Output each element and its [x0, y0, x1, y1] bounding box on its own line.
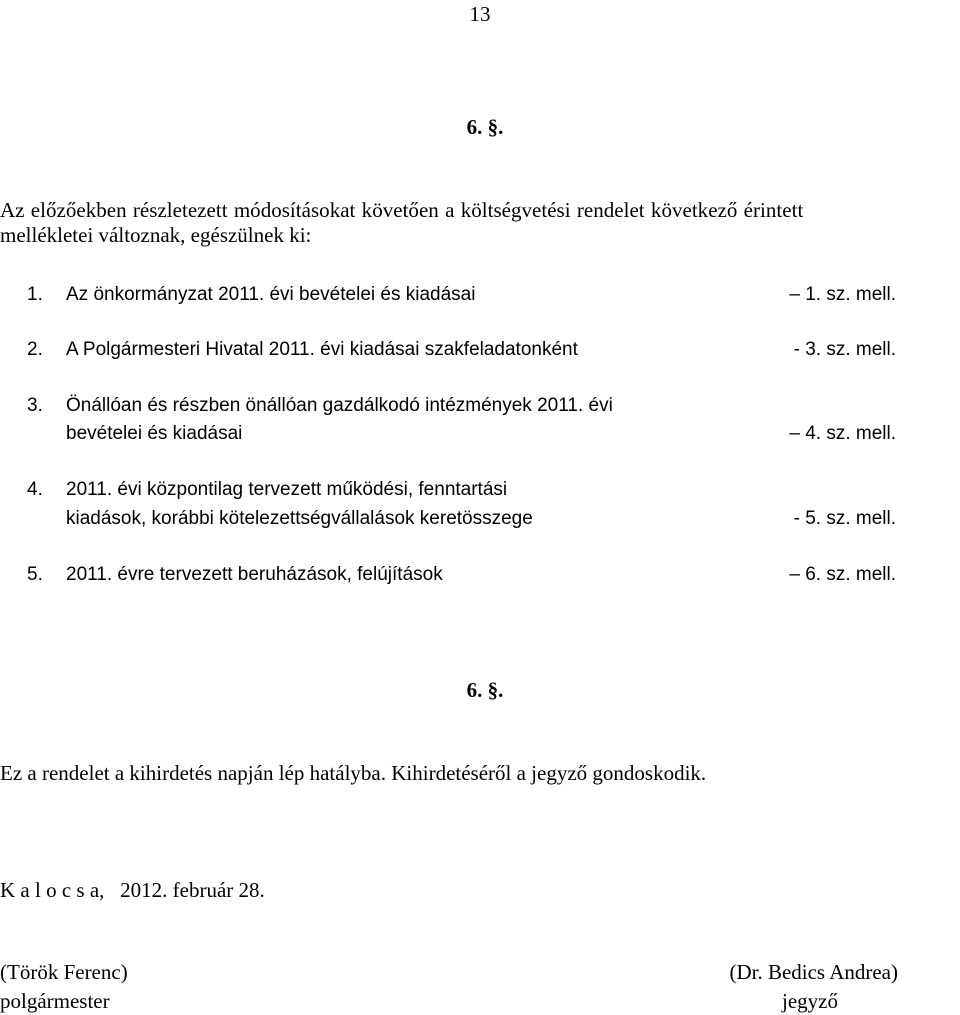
list-item-text: A Polgármesteri Hivatal 2011. évi kiadásai szakfeladatonként [66, 339, 578, 360]
signatory-title-notary: jegyző [782, 989, 838, 1013]
list-item-number: 1. [27, 284, 43, 305]
list-item-number: 4. [27, 479, 43, 500]
list-item-number: 2. [27, 339, 43, 360]
intro-line: mellékletei változnak, egészülnek ki: [0, 223, 312, 248]
list-item-text: 2011. évre tervezett beruházások, felújítások [66, 564, 443, 585]
annex-reference: – 6. sz. mell. [789, 564, 896, 585]
annex-reference: – 1. sz. mell. [789, 284, 896, 305]
list-item-number: 3. [27, 395, 43, 416]
list-item-text: Önállóan és részben önállóan gazdálkodó intézmények 2011. évi [66, 395, 613, 416]
list-item-number: 5. [27, 564, 43, 585]
final-paragraph: Ez a rendelet a kihirdetés napján lép hatályba. Kihirdetéséről a jegyző gondoskodik. [0, 761, 707, 785]
annex-reference: - 5. sz. mell. [793, 508, 896, 529]
signatory-name-mayor: (Török Ferenc) [0, 960, 128, 984]
annex-reference: - 3. sz. mell. [793, 339, 896, 360]
intro-line: Az előzőekben részletezett módosításokat követően a költségvetési rendelet következő érintett [0, 198, 804, 222]
list-item-text: kiadások, korábbi kötelezettségvállalások keretösszege [66, 508, 533, 529]
intro-paragraph [0, 198, 958, 248]
section-title: 6. §. [466, 678, 504, 702]
annex-reference: – 4. sz. mell. [789, 423, 896, 444]
list-item-text: bevételei és kiadásai [66, 423, 243, 444]
section-title: 6. §. [466, 115, 504, 139]
page-number: 13 [469, 2, 491, 26]
signatory-name-notary: (Dr. Bedics Andrea) [729, 960, 898, 984]
place-and-date: K a l o c s a, 2012. február 28. [0, 878, 265, 902]
signatory-title-mayor: polgármester [0, 989, 110, 1013]
list-item-text: 2011. évi központilag tervezett működési, fenntartási [66, 479, 508, 500]
list-item-text: Az önkormányzat 2011. évi bevételei és kiadásai [66, 284, 476, 305]
